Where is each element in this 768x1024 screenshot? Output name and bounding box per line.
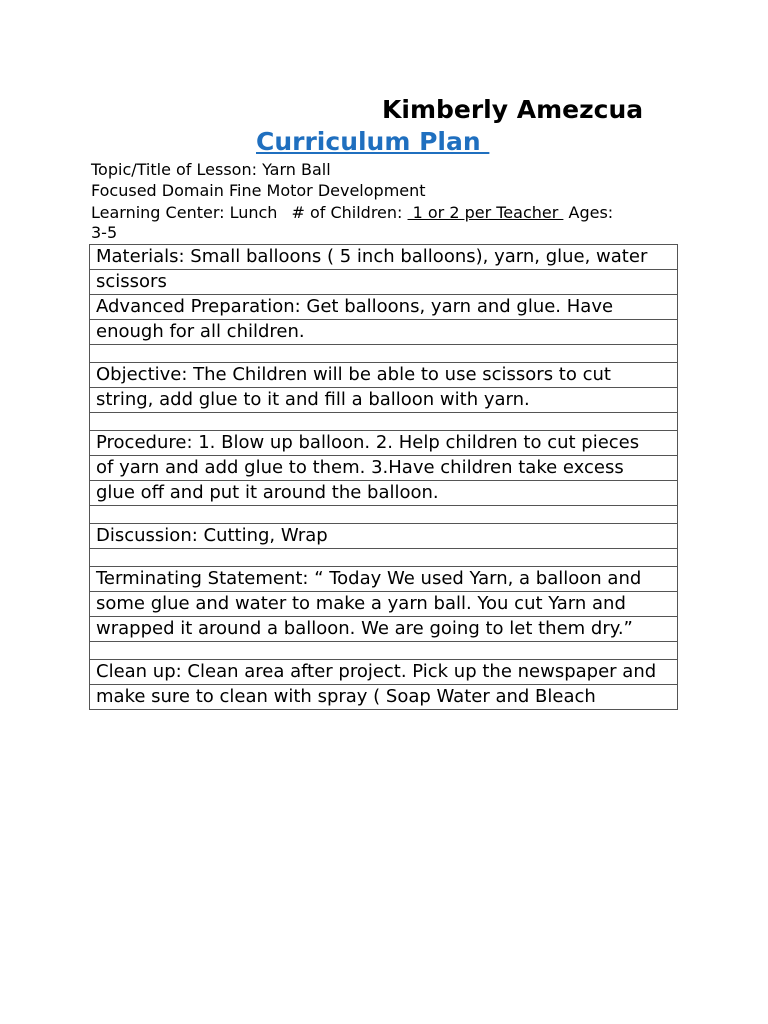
focused-domain: Focused Domain Fine Motor Development	[91, 181, 426, 200]
empty-table-cell	[90, 345, 678, 363]
table-row	[90, 617, 678, 642]
table-row	[90, 567, 678, 592]
table-cell: string, add glue to it and fill a balloon with yarn.	[90, 388, 678, 413]
table-cell: Objective: The Children will be able to use scissors to cut	[90, 363, 678, 388]
table-row	[90, 363, 678, 388]
ages-value: 3-5	[91, 223, 118, 242]
table-cell: Procedure: 1. Blow up balloon. 2. Help children to cut pieces	[90, 431, 678, 456]
author-name-text: Kimberly Amezcua	[382, 95, 644, 124]
plan-title: Curriculum Plan	[256, 127, 490, 156]
table-row	[90, 345, 678, 363]
table-row	[90, 320, 678, 345]
table-cell: of yarn and add glue to them. 3.Have children take excess	[90, 456, 678, 481]
table-cell: Discussion: Cutting, Wrap	[90, 524, 678, 549]
table-row	[90, 506, 678, 524]
table-row	[90, 685, 678, 710]
table-row	[90, 592, 678, 617]
table-row	[90, 456, 678, 481]
children-count-value: 1 or 2 per Teacher	[407, 203, 564, 222]
table-row	[90, 413, 678, 431]
table-row	[90, 388, 678, 413]
table-cell: Clean up: Clean area after project. Pick up the newspaper and	[90, 660, 678, 685]
children-count-label: # of Children:	[291, 203, 403, 222]
table-cell: Terminating Statement: “ Today We used Yarn, a balloon and	[90, 567, 678, 592]
table-cell: make sure to clean with spray ( Soap Water and Bleach	[90, 685, 678, 710]
table-row	[90, 481, 678, 506]
empty-table-cell	[90, 642, 678, 660]
author-name	[382, 94, 643, 126]
table-row	[90, 295, 678, 320]
learning-center-line	[91, 203, 613, 223]
lesson-plan-table	[89, 244, 678, 710]
table-cell: scissors	[90, 270, 678, 295]
table-cell: wrapped it around a balloon. We are going to let them dry.”	[90, 617, 678, 642]
ages-label: Ages:	[568, 203, 614, 222]
table-cell: glue off and put it around the balloon.	[90, 481, 678, 506]
table-cell: enough for all children.	[90, 320, 678, 345]
table-row	[90, 642, 678, 660]
learning-center: Learning Center: Lunch	[91, 203, 278, 222]
table-cell: some glue and water to make a yarn ball. You cut Yarn and	[90, 592, 678, 617]
table-row	[90, 549, 678, 567]
table-row	[90, 270, 678, 295]
empty-table-cell	[90, 506, 678, 524]
table-cell: Materials: Small balloons ( 5 inch balloons), yarn, glue, water	[90, 245, 678, 270]
table-cell: Advanced Preparation: Get balloons, yarn and glue. Have	[90, 295, 678, 320]
empty-table-cell	[90, 549, 678, 567]
table-row	[90, 431, 678, 456]
table-row	[90, 524, 678, 549]
empty-table-cell	[90, 413, 678, 431]
table-row	[90, 245, 678, 270]
table-row	[90, 660, 678, 685]
lesson-topic: Topic/Title of Lesson: Yarn Ball	[91, 160, 331, 179]
